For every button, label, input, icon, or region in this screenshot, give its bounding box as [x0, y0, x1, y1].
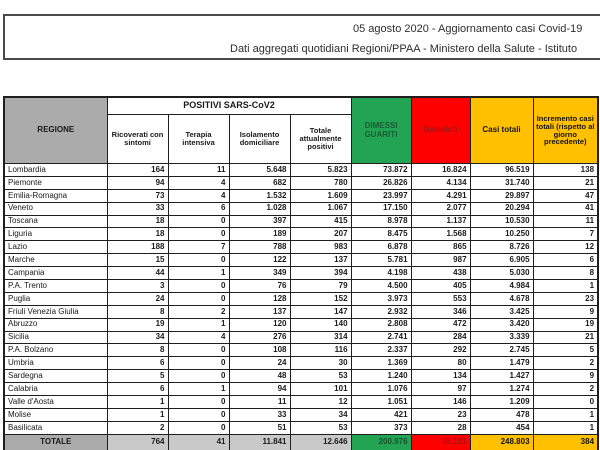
value-cell: 3.425 — [470, 305, 533, 318]
value-cell: 1 — [168, 318, 229, 331]
table-row — [4, 164, 598, 177]
value-cell: 4 — [168, 189, 229, 202]
value-cell: 5.030 — [470, 267, 533, 280]
value-cell: 1 — [533, 421, 598, 434]
table-body — [4, 164, 598, 435]
table-row — [4, 305, 598, 318]
value-cell: 3 — [107, 280, 168, 293]
value-cell: 1.369 — [351, 357, 411, 370]
value-cell: 438 — [411, 267, 470, 280]
value-cell: 1 — [533, 280, 598, 293]
value-cell: 8 — [107, 344, 168, 357]
value-cell: 0 — [533, 396, 598, 409]
value-cell: 146 — [411, 396, 470, 409]
region-name-cell: Basilicata — [4, 421, 107, 434]
value-cell: 41 — [533, 202, 598, 215]
value-cell: 1.028 — [229, 202, 290, 215]
covid-region-table — [3, 96, 599, 450]
value-cell: 2 — [533, 357, 598, 370]
table-row — [4, 344, 598, 357]
region-name-cell: Friuli Venezia Giulia — [4, 305, 107, 318]
value-cell: 454 — [470, 421, 533, 434]
value-cell: 1 — [107, 408, 168, 421]
report-title-box — [3, 14, 600, 60]
value-cell: 147 — [290, 305, 351, 318]
table-row — [4, 331, 598, 344]
value-cell: 34 — [290, 408, 351, 421]
value-cell: 137 — [290, 254, 351, 267]
value-cell: 5.823 — [290, 164, 351, 177]
table-row — [4, 215, 598, 228]
value-cell: 284 — [411, 331, 470, 344]
value-cell: 4.678 — [470, 292, 533, 305]
value-cell: 314 — [290, 331, 351, 344]
value-cell: 4 — [168, 331, 229, 344]
value-cell: 987 — [411, 254, 470, 267]
value-cell: 33 — [107, 202, 168, 215]
value-cell: 1 — [168, 383, 229, 396]
region-name-cell: Valle d'Aosta — [4, 396, 107, 409]
value-cell: 8.726 — [470, 241, 533, 254]
value-cell: 44 — [107, 267, 168, 280]
table-row — [4, 292, 598, 305]
value-cell: 120 — [229, 318, 290, 331]
table-row — [4, 280, 598, 293]
value-cell: 394 — [290, 267, 351, 280]
column-header-incremento: Incremento casi totali (rispetto al giorno precedente) — [533, 97, 598, 164]
value-cell: 415 — [290, 215, 351, 228]
table-row — [4, 383, 598, 396]
value-cell: 101 — [290, 383, 351, 396]
region-name-cell: Umbria — [4, 357, 107, 370]
value-cell: 3.339 — [470, 331, 533, 344]
value-cell: 6 — [107, 357, 168, 370]
value-cell: 9 — [533, 370, 598, 383]
value-cell: 23 — [411, 408, 470, 421]
value-cell: 134 — [411, 370, 470, 383]
value-cell: 397 — [229, 215, 290, 228]
value-cell: 26.826 — [351, 176, 411, 189]
value-cell: 0 — [168, 421, 229, 434]
value-cell: 405 — [411, 280, 470, 293]
region-name-cell: Abruzzo — [4, 318, 107, 331]
value-cell: 188 — [107, 241, 168, 254]
table-row — [4, 202, 598, 215]
total-row-label: TOTALE — [4, 434, 107, 450]
value-cell: 140 — [290, 318, 351, 331]
value-cell: 1 — [107, 396, 168, 409]
region-name-cell: Molise — [4, 408, 107, 421]
value-cell: 2.077 — [411, 202, 470, 215]
value-cell: 0 — [168, 357, 229, 370]
value-cell: 2.741 — [351, 331, 411, 344]
value-cell: 96.519 — [470, 164, 533, 177]
table-row — [4, 176, 598, 189]
value-cell: 51 — [229, 421, 290, 434]
region-name-cell: Lombardia — [4, 164, 107, 177]
value-cell: 1 — [168, 267, 229, 280]
value-cell: 0 — [168, 280, 229, 293]
value-cell: 16.824 — [411, 164, 470, 177]
value-cell: 0 — [168, 408, 229, 421]
value-cell: 137 — [229, 305, 290, 318]
value-cell: 780 — [290, 176, 351, 189]
value-cell: 8 — [107, 305, 168, 318]
value-cell: 349 — [229, 267, 290, 280]
value-cell: 7 — [533, 228, 598, 241]
value-cell: 5.781 — [351, 254, 411, 267]
value-cell: 9 — [533, 305, 598, 318]
region-name-cell: P.A. Trento — [4, 280, 107, 293]
value-cell: 19 — [107, 318, 168, 331]
value-cell: 788 — [229, 241, 290, 254]
table-row — [4, 267, 598, 280]
value-cell: 30 — [290, 357, 351, 370]
region-name-cell: Emilia-Romagna — [4, 189, 107, 202]
table-row — [4, 408, 598, 421]
value-cell: 73 — [107, 189, 168, 202]
table-row — [4, 357, 598, 370]
value-cell: 4.291 — [411, 189, 470, 202]
total-value-cell: 200.976 — [351, 434, 411, 450]
value-cell: 8 — [533, 267, 598, 280]
table-row — [4, 228, 598, 241]
table-row — [4, 370, 598, 383]
value-cell: 472 — [411, 318, 470, 331]
value-cell: 2.808 — [351, 318, 411, 331]
value-cell: 97 — [411, 383, 470, 396]
value-cell: 3.420 — [470, 318, 533, 331]
value-cell: 4 — [168, 176, 229, 189]
value-cell: 7 — [168, 241, 229, 254]
table-row — [4, 241, 598, 254]
region-name-cell: Toscana — [4, 215, 107, 228]
value-cell: 478 — [470, 408, 533, 421]
value-cell: 33 — [229, 408, 290, 421]
value-cell: 373 — [351, 421, 411, 434]
total-value-cell: 764 — [107, 434, 168, 450]
value-cell: 292 — [411, 344, 470, 357]
value-cell: 11 — [533, 215, 598, 228]
table-row — [4, 254, 598, 267]
value-cell: 128 — [229, 292, 290, 305]
value-cell: 2 — [168, 305, 229, 318]
column-header-terapia-intensiva: Terapia intensiva — [168, 115, 229, 164]
region-name-cell: Calabria — [4, 383, 107, 396]
column-group-positivi: POSITIVI SARS-CoV2 — [107, 97, 351, 115]
value-cell: 48 — [229, 370, 290, 383]
value-cell: 1 — [533, 408, 598, 421]
region-name-cell: P.A. Bolzano — [4, 344, 107, 357]
value-cell: 73.872 — [351, 164, 411, 177]
value-cell: 108 — [229, 344, 290, 357]
value-cell: 1.532 — [229, 189, 290, 202]
value-cell: 15 — [107, 254, 168, 267]
value-cell: 164 — [107, 164, 168, 177]
value-cell: 80 — [411, 357, 470, 370]
value-cell: 4.500 — [351, 280, 411, 293]
value-cell: 31.740 — [470, 176, 533, 189]
value-cell: 11 — [168, 164, 229, 177]
value-cell: 2 — [107, 421, 168, 434]
value-cell: 94 — [229, 383, 290, 396]
value-cell: 17.150 — [351, 202, 411, 215]
column-header-isolamento: Isolamento domiciliare — [229, 115, 290, 164]
total-value-cell: 12.646 — [290, 434, 351, 450]
value-cell: 5 — [107, 370, 168, 383]
value-cell: 189 — [229, 228, 290, 241]
value-cell: 682 — [229, 176, 290, 189]
value-cell: 207 — [290, 228, 351, 241]
total-value-cell: 35.181 — [411, 434, 470, 450]
value-cell: 346 — [411, 305, 470, 318]
value-cell: 79 — [290, 280, 351, 293]
total-row — [4, 434, 598, 450]
value-cell: 0 — [168, 370, 229, 383]
value-cell: 116 — [290, 344, 351, 357]
value-cell: 5 — [533, 344, 598, 357]
region-name-cell: Liguria — [4, 228, 107, 241]
column-header-deceduti: Deceduti — [411, 97, 470, 164]
value-cell: 76 — [229, 280, 290, 293]
value-cell: 865 — [411, 241, 470, 254]
value-cell: 12 — [533, 241, 598, 254]
value-cell: 0 — [168, 228, 229, 241]
value-cell: 1.209 — [470, 396, 533, 409]
value-cell: 0 — [168, 292, 229, 305]
value-cell: 34 — [107, 331, 168, 344]
region-name-cell: Piemonte — [4, 176, 107, 189]
value-cell: 2.932 — [351, 305, 411, 318]
value-cell: 3.973 — [351, 292, 411, 305]
value-cell: 1.427 — [470, 370, 533, 383]
value-cell: 8.978 — [351, 215, 411, 228]
value-cell: 2 — [533, 383, 598, 396]
value-cell: 10.530 — [470, 215, 533, 228]
value-cell: 24 — [229, 357, 290, 370]
region-name-cell: Lazio — [4, 241, 107, 254]
region-name-cell: Veneto — [4, 202, 107, 215]
value-cell: 29.897 — [470, 189, 533, 202]
value-cell: 6 — [168, 202, 229, 215]
table-row — [4, 396, 598, 409]
value-cell: 23.997 — [351, 189, 411, 202]
value-cell: 10.250 — [470, 228, 533, 241]
value-cell: 6.905 — [470, 254, 533, 267]
value-cell: 11 — [229, 396, 290, 409]
value-cell: 1.568 — [411, 228, 470, 241]
value-cell: 47 — [533, 189, 598, 202]
value-cell: 1.479 — [470, 357, 533, 370]
value-cell: 20.294 — [470, 202, 533, 215]
column-header-regione: REGIONE — [4, 97, 107, 164]
region-name-cell: Puglia — [4, 292, 107, 305]
value-cell: 8.475 — [351, 228, 411, 241]
column-header-ricoverati: Ricoverati con sintomi — [107, 115, 168, 164]
region-name-cell: Sardegna — [4, 370, 107, 383]
table-row — [4, 318, 598, 331]
value-cell: 138 — [533, 164, 598, 177]
value-cell: 1.076 — [351, 383, 411, 396]
value-cell: 12 — [290, 396, 351, 409]
value-cell: 4.198 — [351, 267, 411, 280]
table-row — [4, 189, 598, 202]
value-cell: 1.137 — [411, 215, 470, 228]
column-header-totale-positivi: Totale attualmente positivi — [290, 115, 351, 164]
report-date-line: 05 agosto 2020 - Aggiornamento casi Covid-19 — [353, 23, 583, 35]
value-cell: 4.984 — [470, 280, 533, 293]
region-name-cell: Marche — [4, 254, 107, 267]
value-cell: 6.878 — [351, 241, 411, 254]
value-cell: 1.067 — [290, 202, 351, 215]
value-cell: 1.240 — [351, 370, 411, 383]
value-cell: 23 — [533, 292, 598, 305]
value-cell: 28 — [411, 421, 470, 434]
value-cell: 4.134 — [411, 176, 470, 189]
total-value-cell: 248.803 — [470, 434, 533, 450]
value-cell: 2.745 — [470, 344, 533, 357]
header-row-group — [4, 97, 598, 115]
value-cell: 553 — [411, 292, 470, 305]
total-value-cell: 41 — [168, 434, 229, 450]
value-cell: 21 — [533, 331, 598, 344]
column-header-dimessi-guariti: DIMESSI GUARITI — [351, 97, 411, 164]
region-name-cell: Campania — [4, 267, 107, 280]
total-value-cell: 11.841 — [229, 434, 290, 450]
value-cell: 1.609 — [290, 189, 351, 202]
table-row — [4, 421, 598, 434]
value-cell: 983 — [290, 241, 351, 254]
value-cell: 5.648 — [229, 164, 290, 177]
value-cell: 152 — [290, 292, 351, 305]
value-cell: 18 — [107, 228, 168, 241]
value-cell: 1.274 — [470, 383, 533, 396]
value-cell: 19 — [533, 318, 598, 331]
value-cell: 21 — [533, 176, 598, 189]
value-cell: 94 — [107, 176, 168, 189]
value-cell: 18 — [107, 215, 168, 228]
value-cell: 122 — [229, 254, 290, 267]
value-cell: 53 — [290, 370, 351, 383]
value-cell: 24 — [107, 292, 168, 305]
value-cell: 276 — [229, 331, 290, 344]
value-cell: 421 — [351, 408, 411, 421]
total-value-cell: 384 — [533, 434, 598, 450]
value-cell: 0 — [168, 254, 229, 267]
value-cell: 0 — [168, 396, 229, 409]
value-cell: 53 — [290, 421, 351, 434]
value-cell: 6 — [533, 254, 598, 267]
value-cell: 2.337 — [351, 344, 411, 357]
column-header-casi-totali: Casi totali — [470, 97, 533, 164]
report-source-line: Dati aggregati quotidiani Regioni/PPAA - Ministero della Salute - Istituto — [230, 43, 578, 55]
value-cell: 1.051 — [351, 396, 411, 409]
value-cell: 6 — [107, 383, 168, 396]
value-cell: 0 — [168, 215, 229, 228]
value-cell: 0 — [168, 344, 229, 357]
region-name-cell: Sicilia — [4, 331, 107, 344]
